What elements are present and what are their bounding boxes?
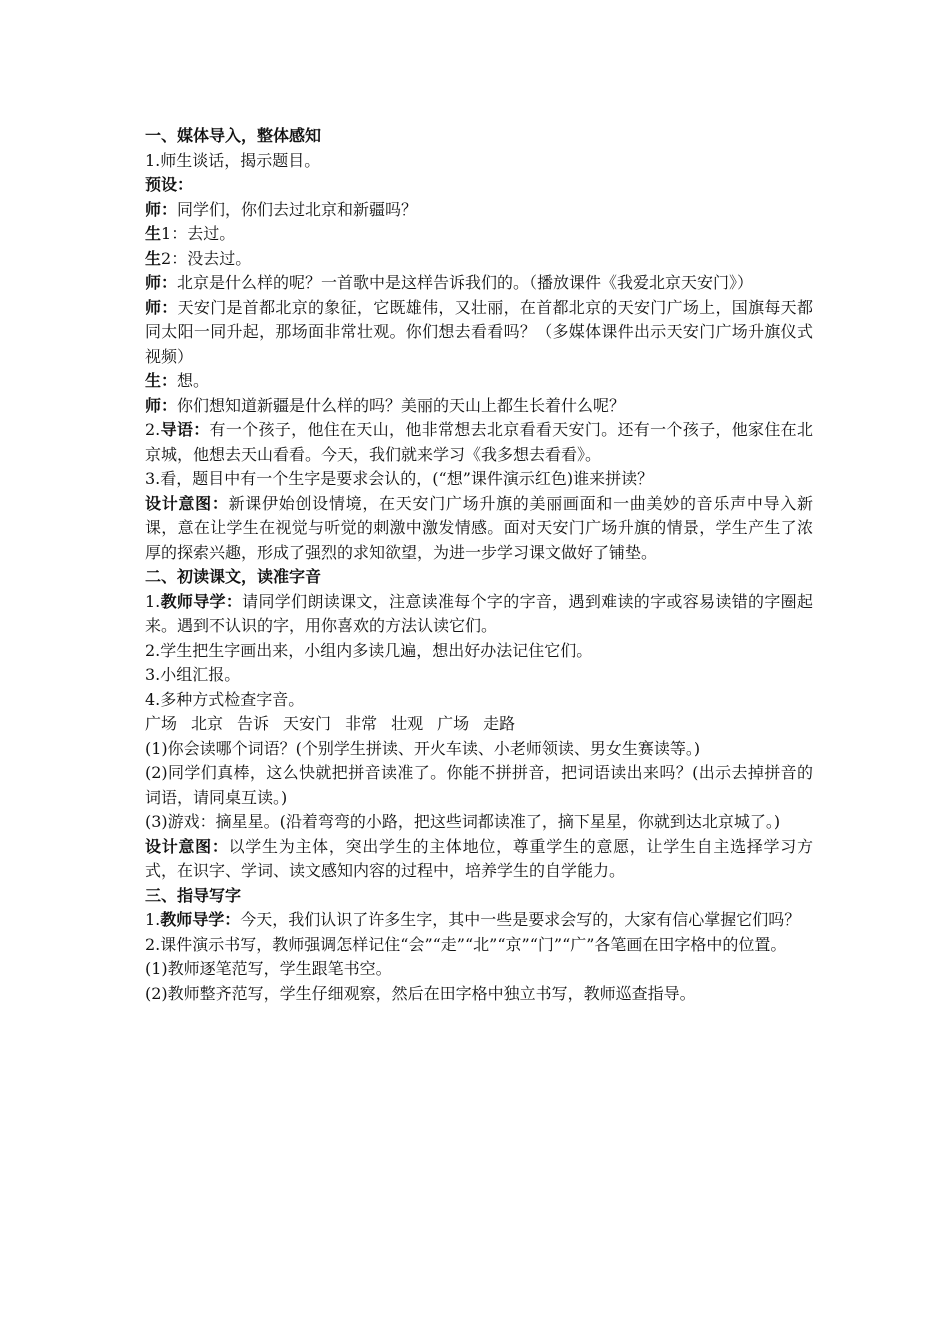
word-item: 非常 — [345, 714, 378, 733]
word-item: 壮观 — [391, 714, 424, 733]
speaker-label: 师： — [145, 273, 178, 292]
speaker-label: 师： — [145, 199, 178, 219]
paragraph: 3.小组汇报。 — [145, 665, 241, 684]
design-intent: 设计意图：新课伊始创设情境，在天安门广场升旗的美丽画面和一曲美妙的音乐声中导入新课，意在让学生在视觉与听觉的刺激中激发情感。面对天安门广场升旗的情景，学生产生了浓厚的探索兴趣，形成了强烈的求知欲望，为进一步学习课文做好了铺垫。 — [145, 493, 813, 562]
design-intent-label: 设计意图： — [145, 836, 229, 856]
dialogue-line: 生：想。 — [145, 371, 210, 390]
word-item: 北京 — [191, 714, 224, 733]
paragraph: 1.教师导学：请同学们朗读课文，注意读准每个字的字音，遇到难读的字或容易读错的字圈起来。遇到不认识的字，用你喜欢的方法认读它们。 — [145, 591, 813, 635]
inline-label: 导语： — [160, 420, 210, 439]
speaker-label: 师： — [145, 297, 178, 317]
paragraph: 2.学生把生字画出来，小组内多读几遍，想出好办法记住它们。 — [145, 640, 593, 660]
word-item: 告诉 — [237, 714, 270, 733]
word-item: 广场 — [437, 714, 470, 733]
dialogue-line: 师：天安门是首都北京的象征，它既雄伟，又壮丽，在首都北京的天安门广场上，国旗每天都同太阳一同升起，那场面非常壮观。你们想去看看吗？（多媒体课件出示天安门广场升旗仪式视频） — [145, 297, 813, 366]
paragraph: 2.导语：有一个孩子，他住在天山，他非常想去北京看看天安门。还有一个孩子，他家住在北京城，他想去天山看看。今天，我们就来学习《我多想去看看》。 — [145, 420, 813, 464]
speaker-label: 生 — [145, 248, 162, 268]
paragraph: 1.师生谈话，揭示题目。 — [145, 150, 321, 170]
preset-label: 预设： — [145, 175, 194, 194]
paragraph: (1)你会读哪个词语？(个别学生拼读、开火车读、小老师领读、男女生赛读等。) — [145, 738, 701, 758]
paragraph: (1)教师逐笔范写，学生跟笔书空。 — [145, 959, 392, 978]
paragraph: 3.看，题目中有一个生字是要求会认的，(“想”课件演示红色)谁来拼读？ — [145, 469, 654, 488]
word-item: 走路 — [483, 714, 516, 733]
paragraph: (3)游戏：摘星星。(沿着弯弯的小路，把这些词都读准了，摘下星星，你就到达北京城了。) — [145, 812, 781, 831]
word-list — [145, 712, 813, 737]
paragraph: (2)教师整齐范写，学生仔细观察，然后在田字格中独立书写，教师巡查指导。 — [145, 983, 696, 1003]
paragraph: (2)同学们真棒，这么快就把拼音读准了。你能不拼拼音，把词语读出来吗？(出示去掉拼音的词语，请同桌互读。) — [145, 763, 813, 807]
paragraph: 1.教师导学：今天，我们认识了许多生字，其中一些是要求会写的，大家有信心掌握它们吗？ — [145, 910, 801, 929]
inline-label: 教师导学： — [160, 910, 241, 929]
paragraph: 4.多种方式检查字音。 — [145, 689, 305, 709]
paragraph: 2.课件演示书写，教师强调怎样记住“会”“走”“北”“京”“门”“广”各笔画在田字格中的位置。 — [145, 934, 787, 954]
document-page — [145, 124, 813, 1006]
dialogue-line: 生1：去过。 — [145, 224, 236, 243]
section-heading-3: 三、指导写字 — [145, 885, 242, 905]
section-heading-2: 二、初读课文，读准字音 — [145, 567, 322, 586]
design-intent: 设计意图：以学生为主体，突出学生的主体地位，尊重学生的意愿，让学生自主选择学习方式，在识字、学词、读文感知内容的过程中，培养学生的自学能力。 — [145, 836, 813, 880]
word-item: 广场 — [145, 714, 178, 733]
dialogue-line: 师：北京是什么样的呢？一首歌中是这样告诉我们的。（播放课件《我爱北京天安门》） — [145, 273, 754, 292]
word-item: 天安门 — [283, 714, 332, 733]
dialogue-line: 师：同学们，你们去过北京和新疆吗？ — [145, 199, 418, 219]
speaker-label: 师： — [145, 395, 178, 415]
inline-label: 教师导学： — [160, 591, 243, 611]
section-heading-1: 一、媒体导入，整体感知 — [145, 126, 322, 145]
speaker-label: 生 — [145, 224, 162, 243]
dialogue-line: 生2：没去过。 — [145, 248, 252, 268]
dialogue-line: 师：你们想知道新疆是什么样的吗？美丽的天山上都生长着什么呢？ — [145, 395, 626, 415]
speaker-label: 生： — [145, 371, 178, 390]
design-intent-label: 设计意图： — [145, 493, 229, 513]
